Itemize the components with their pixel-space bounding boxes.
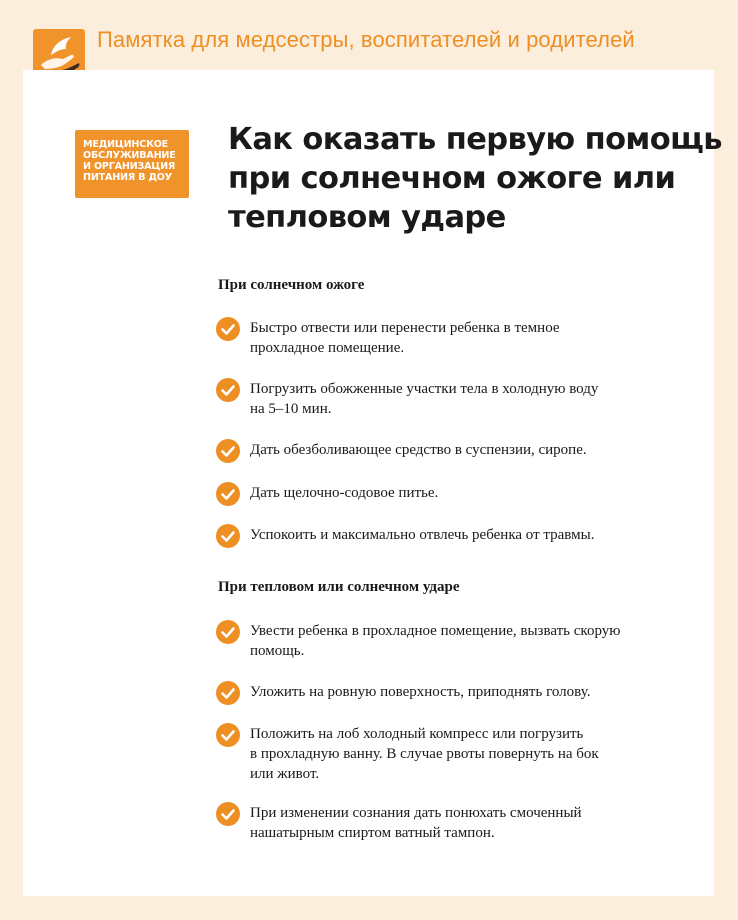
text-line: Увести ребенка в прохладное помещение, вызвать скорую [250, 623, 621, 639]
title-line: при солнечном ожоге или [228, 161, 676, 196]
list-item-text [250, 621, 680, 661]
list-item-text [250, 682, 680, 702]
text-line: прохладное помещение. [250, 340, 405, 356]
list-item-text [250, 803, 680, 843]
text-line: Дать щелочно-содовое питье. [250, 485, 439, 501]
list-item-text [250, 379, 680, 419]
text-line: Уложить на ровную поверхность, приподнять голову. [250, 684, 591, 700]
checkmark-icon [216, 620, 240, 644]
checkmark-icon [216, 723, 240, 747]
badge-line: ПИТАНИЯ В ДОУ [83, 172, 172, 183]
text-line: Быстро отвести или перенести ребенка в темное [250, 320, 560, 336]
title-line: Как оказать первую помощь [228, 122, 722, 157]
text-line: нашатырным спиртом ватный тампон. [250, 825, 495, 841]
list-item-text [250, 483, 680, 503]
text-line: или живот. [250, 766, 320, 782]
badge-line: И ОРГАНИЗАЦИЯ [83, 161, 176, 172]
checkmark-icon [216, 524, 240, 548]
header [0, 0, 738, 70]
checkmark-icon [216, 681, 240, 705]
list-item-text [250, 525, 680, 545]
header-title: Памятка для медсестры, воспитателей и родителей [97, 27, 635, 52]
text-line: в прохладную ванну. В случае рвоты повернуть на бок [250, 746, 599, 762]
checkmark-icon [216, 439, 240, 463]
text-line: помощь. [250, 643, 305, 659]
checkmark-icon [216, 482, 240, 506]
badge-line: ОБСЛУЖИВАНИЕ [83, 150, 176, 161]
title-line: тепловом ударе [228, 200, 506, 235]
list-item-text [250, 724, 680, 784]
checkmark-icon [216, 378, 240, 402]
content-sheet [23, 70, 722, 896]
section-heading-heatstroke: При тепловом или солнечном ударе [218, 579, 460, 595]
section-heading-sunburn: При солнечном ожоге [218, 277, 365, 293]
text-line: Погрузить обожженные участки тела в холодную воду [250, 381, 599, 397]
checkmark-icon [216, 317, 240, 341]
text-line: При изменении сознания дать понюхать смоченный [250, 805, 582, 821]
page-title [228, 120, 722, 237]
checkmark-icon [216, 802, 240, 826]
text-line: Положить на лоб холодный компресс или погрузить [250, 726, 584, 742]
badge-line: МЕДИЦИНСКОЕ [83, 139, 169, 150]
list-item-text [250, 440, 680, 460]
text-line: Успокоить и максимально отвлечь ребенка от травмы. [250, 527, 595, 543]
text-line: на 5–10 мин. [250, 401, 332, 417]
list-item-text [250, 318, 680, 358]
category-badge [75, 130, 189, 198]
text-line: Дать обезболивающее средство в суспензии, сиропе. [250, 442, 587, 458]
